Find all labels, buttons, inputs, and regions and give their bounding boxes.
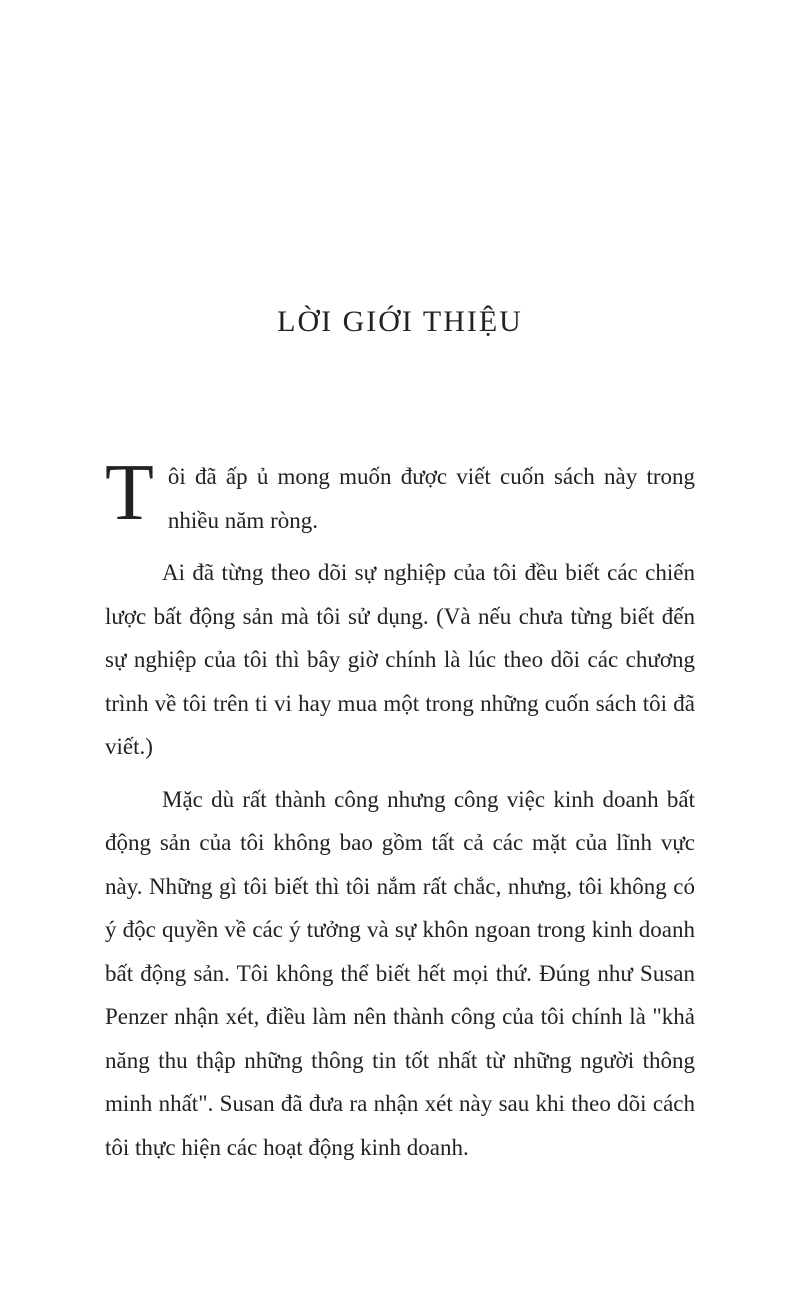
page-body: [105, 449, 695, 1178]
opening-paragraph-text: ôi đã ấp ủ mong muốn được viết cuốn sách này trong nhiều năm ròng.: [167, 464, 695, 533]
paragraph: Mặc dù rất thành công nhưng công việc kinh doanh bất động sản của tôi không bao gồm tất cả các mặt của lĩnh vực này. Những gì tôi biết thì tôi nắm rất chắc, nhưng, tôi không có ý độc quyền về các ý tưởng và sự khôn ngoan trong kinh doanh bất động sản. Tôi không thể biết hết mọi thứ. Đúng như Susan Penzer nhận xét, điều làm nên thành công của tôi chính là "khả năng thu thập những thông tin tốt nhất từ những người thông minh nhất". Susan đã đưa ra nhận xét này sau khi theo dõi cách tôi thực hiện các hoạt động kinh doanh.: [105, 786, 695, 1160]
drop-cap: T: [105, 449, 154, 537]
paragraph: Ai đã từng theo dõi sự nghiệp của tôi đều biết các chiến lược bất động sản mà tôi sử dụng. (Và nếu chưa từng biết đến sự nghiệp của tôi thì bây giờ chính là lúc theo dõi các chương trình về tôi trên ti vi hay mua một trong những cuốn sách tôi đã viết.): [105, 560, 695, 759]
opening-paragraph: [105, 449, 695, 542]
page-title: LỜI GIỚI THIỆU: [277, 305, 523, 338]
